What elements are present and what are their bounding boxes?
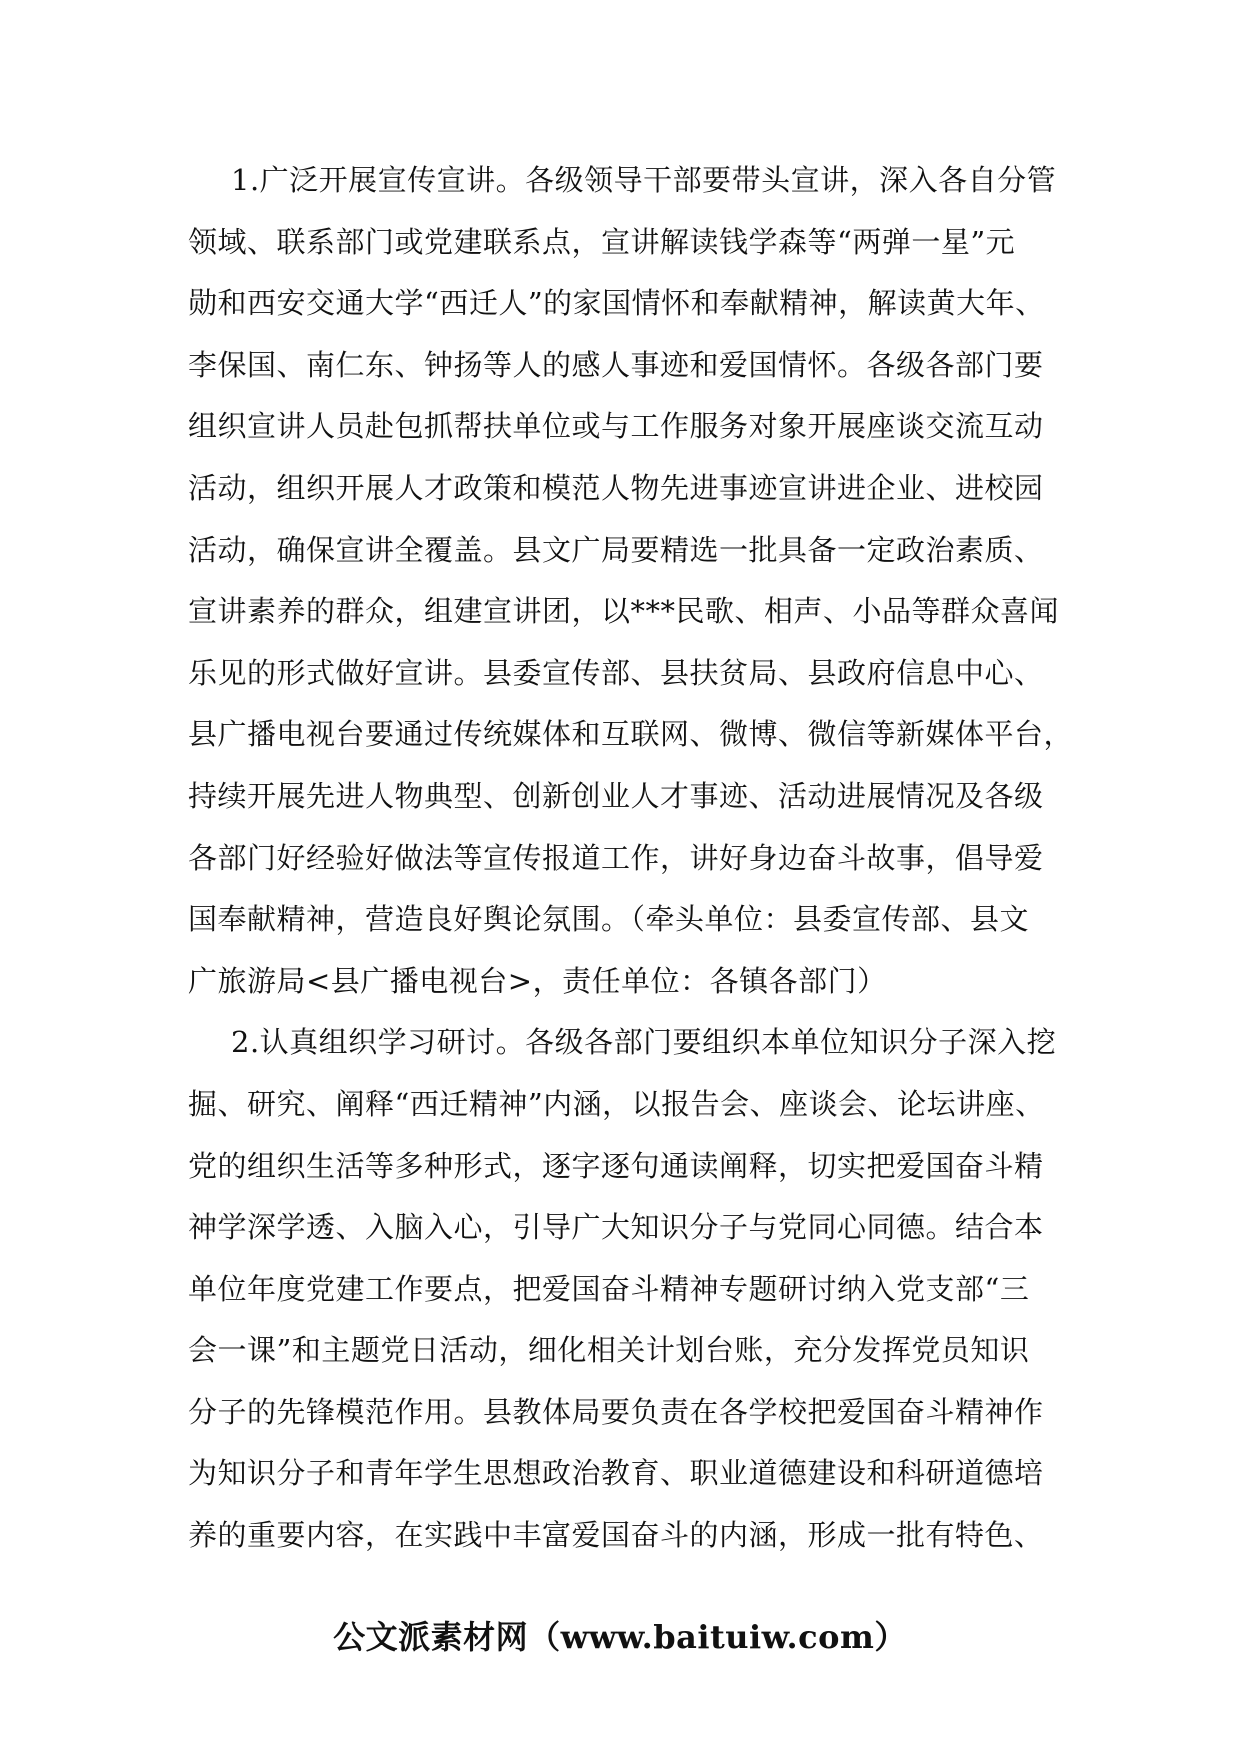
text-line: 党的组织生活等多种形式，逐字逐句通读阐释，切实把爱国奋斗精 (188, 1148, 1044, 1183)
text-line: 各部门好经验好做法等宣传报道工作，讲好身边奋斗故事，倡导爱 (188, 840, 1044, 875)
text-line: 为知识分子和青年学生思想政治教育、职业道德建设和科研道德培 (188, 1456, 1044, 1491)
footer-watermark-text: 公文派素材网（www.baituiw.com） (333, 1618, 907, 1656)
text-line: 广旅游局<县广播电视台>，责任单位：各镇各部门） (188, 963, 887, 998)
text-line: 单位年度党建工作要点，把爱国奋斗精神专题研讨纳入党支部“三 (188, 1271, 1030, 1306)
text-line: 李保国、南仁东、钟扬等人的感人事迹和爱国情怀。各级各部门要 (188, 347, 1044, 382)
text-line: 掘、研究、阐释“西迁精神”内涵，以报告会、座谈会、论坛讲座、 (188, 1086, 1045, 1121)
text-line: 2.认真组织学习研讨。各级各部门要组织本单位知识分子深入挖 (231, 1025, 1057, 1060)
text-line: 宣讲素养的群众，组建宣讲团，以***民歌、相声、小品等群众喜闻 (188, 594, 1060, 629)
text-line: 活动，组织开展人才政策和模范人物先进事迹宣讲进企业、进校园 (188, 470, 1044, 505)
paragraph-1 (188, 150, 1074, 1012)
text-line: 领域、联系部门或党建联系点，宣讲解读钱学森等“两弹一星”元 (188, 224, 1016, 259)
text-line: 神学深学透、入脑入心，引导广大知识分子与党同心同德。结合本 (188, 1210, 1044, 1245)
text-line: 1.广泛开展宣传宣讲。各级领导干部要带头宣讲，深入各自分管 (231, 163, 1057, 197)
text-line: 国奉献精神，营造良好舆论氛围。（牵头单位：县委宣传部、县文 (188, 902, 1030, 937)
text-line: 县广播电视台要通过传统媒体和互联网、微博、微信等新媒体平台， (188, 717, 1074, 752)
document-body (188, 150, 1074, 1567)
text-line: 持续开展先进人物典型、创新创业人才事迹、活动进展情况及各级 (188, 778, 1044, 813)
text-line: 组织宣讲人员赴包抓帮扶单位或与工作服务对象开展座谈交流互动 (188, 409, 1044, 444)
text-line: 养的重要内容，在实践中丰富爱国奋斗的内涵，形成一批有特色、 (188, 1518, 1044, 1553)
text-line: 活动，确保宣讲全覆盖。县文广局要精选一批具备一定政治素质、 (188, 532, 1044, 567)
text-line: 乐见的形式做好宣讲。县委宣传部、县扶贫局、县政府信息中心、 (188, 655, 1044, 690)
text-line: 分子的先锋模范作用。县教体局要负责在各学校把爱国奋斗精神作 (188, 1394, 1044, 1429)
text-line: 会一课”和主题党日活动，细化相关计划台账，充分发挥党员知识 (188, 1333, 1030, 1368)
paragraph-2 (188, 1012, 1068, 1566)
text-line: 勋和西安交通大学“西迁人”的家国情怀和奉献精神，解读黄大年、 (188, 286, 1045, 321)
